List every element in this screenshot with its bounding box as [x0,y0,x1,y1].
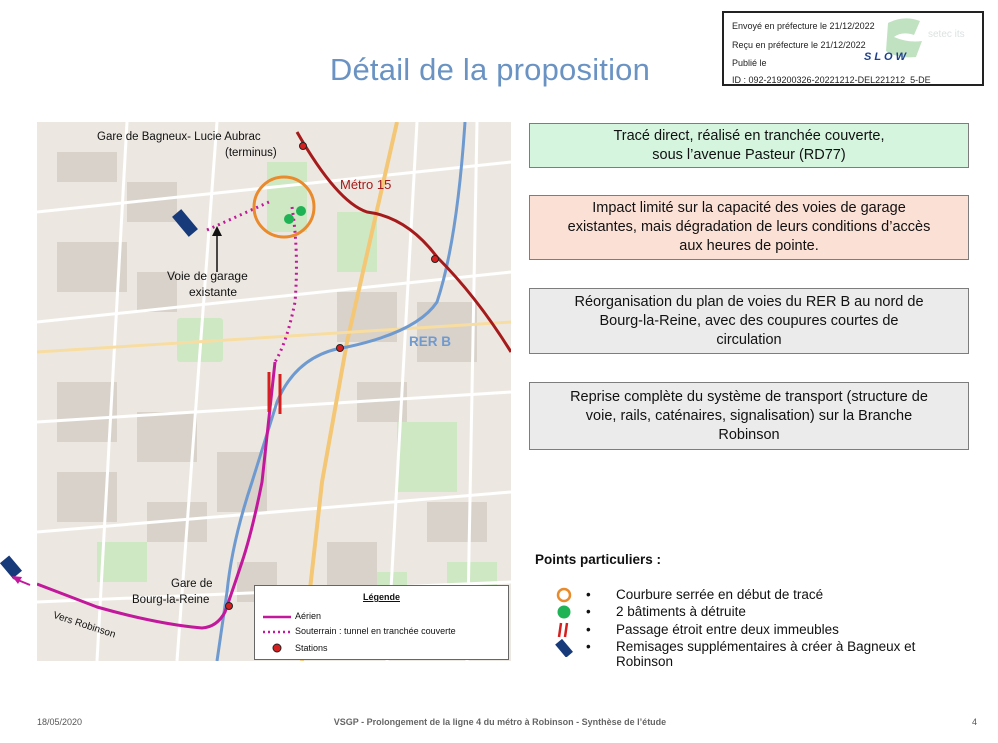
point-text: Passage étroit entre deux immeubles [616,622,839,637]
label-gare-de: Gare de [171,578,213,590]
legend-stations: Stations [295,643,328,653]
prefecture-stamp [722,11,984,86]
label-metro-15: Métro 15 [340,177,392,192]
robinson-markers [0,545,40,590]
point-text: Courbure serrée en début de tracé [616,587,824,602]
bullet: • [586,587,591,602]
box4-line2: voie, rails, caténaires, signalisation) sur la Branche [585,407,913,424]
red-bars-icon [554,622,574,640]
bullet: • [586,622,591,637]
slow-logo-text: SLOW [864,51,909,63]
label-bourg-la-reine: Bourg-la-Reine [132,594,210,606]
station-rer [337,345,344,352]
legend-souterrain: Souterrain : tunnel en tranchée couverte [295,626,456,636]
box1-line2: sous l’avenue Pasteur (RD77) [652,146,846,163]
point-text: 2 bâtiments à détruite [616,604,746,619]
building-demolish-icon [284,214,294,224]
navy-depot-icon [554,639,574,657]
label-rer-b: RER B [409,334,452,349]
map-canvas [37,122,511,661]
page-title: Détail de la proposition [329,52,651,87]
legend-title: Légende [362,592,400,602]
legend-aerien: Aérien [295,611,322,621]
label-vers-robinson: Vers Robinson [51,610,117,641]
bullet: • [586,639,591,654]
point-item [554,639,984,673]
stamp-received: Reçu en préfecture le 21/12/2022 [732,40,866,50]
info-box-reprise [529,382,969,450]
box4-line3: Robinson [718,426,780,443]
box1-line1: Tracé direct, réalisé en tranchée couverte, [613,127,885,144]
station-bagneux [300,143,307,150]
page-number: 4 [972,717,978,727]
building-demolish-icon [296,206,306,216]
station-metro15 [432,256,439,263]
box2-line1: Impact limité sur la capacité des voies de garage [592,200,906,216]
station-bourg-la-reine [226,603,233,610]
info-box-reorganisation [529,288,969,354]
label-voie-garage-1: Voie de garage [167,269,248,283]
box4-line1: Reprise complète du système de transport (structure de [570,388,928,405]
point-text: Remisages supplémentaires à créer à Bagneux et Robinson [616,639,916,669]
box2-line2: existantes, mais dégradation de leurs conditions d’accès [567,219,931,235]
legend-symbols [255,586,510,661]
brand-logo-text: setec its [928,29,965,40]
depot-robinson-icon [0,555,22,578]
footer-title: VSGP - Prolongement de la ligne 4 du métro à Robinson - Synthèse de l’étude [333,717,667,727]
box2-line3: aux heures de pointe. [679,238,819,254]
footer-date: 18/05/2020 [37,717,83,727]
box3-line2: Bourg-la-Reine, avec des coupures courtes de [599,312,899,329]
slow-logo-icon [884,15,980,81]
box3-line3: circulation [716,331,782,348]
stamp-sent: Envoyé en préfecture le 21/12/2022 [732,21,875,31]
box3-line1: Réorganisation du plan de voies du RER B au nord de [574,293,924,310]
point-item [554,622,984,640]
label-voie-garage-2: existante [189,285,238,299]
stamp-published: Publié le [732,58,767,68]
point-item [554,587,984,605]
info-box-impact [529,195,969,260]
orange-circle-icon [554,587,574,605]
stamp-id: ID : 092-219200326-20221212-DEL221212_5-DE [732,75,931,85]
map-legend [254,585,509,660]
arrow-left-icon [12,576,22,584]
label-terminus: (terminus) [225,147,277,159]
map[interactable] [37,122,511,661]
info-box-trace [529,123,969,168]
point-item [554,604,984,622]
bullet: • [586,604,591,619]
label-gare-bagneux: Gare de Bagneux- Lucie Aubrac [97,131,261,143]
points-title: Points particuliers : [535,552,662,567]
green-dot-icon [554,604,574,622]
